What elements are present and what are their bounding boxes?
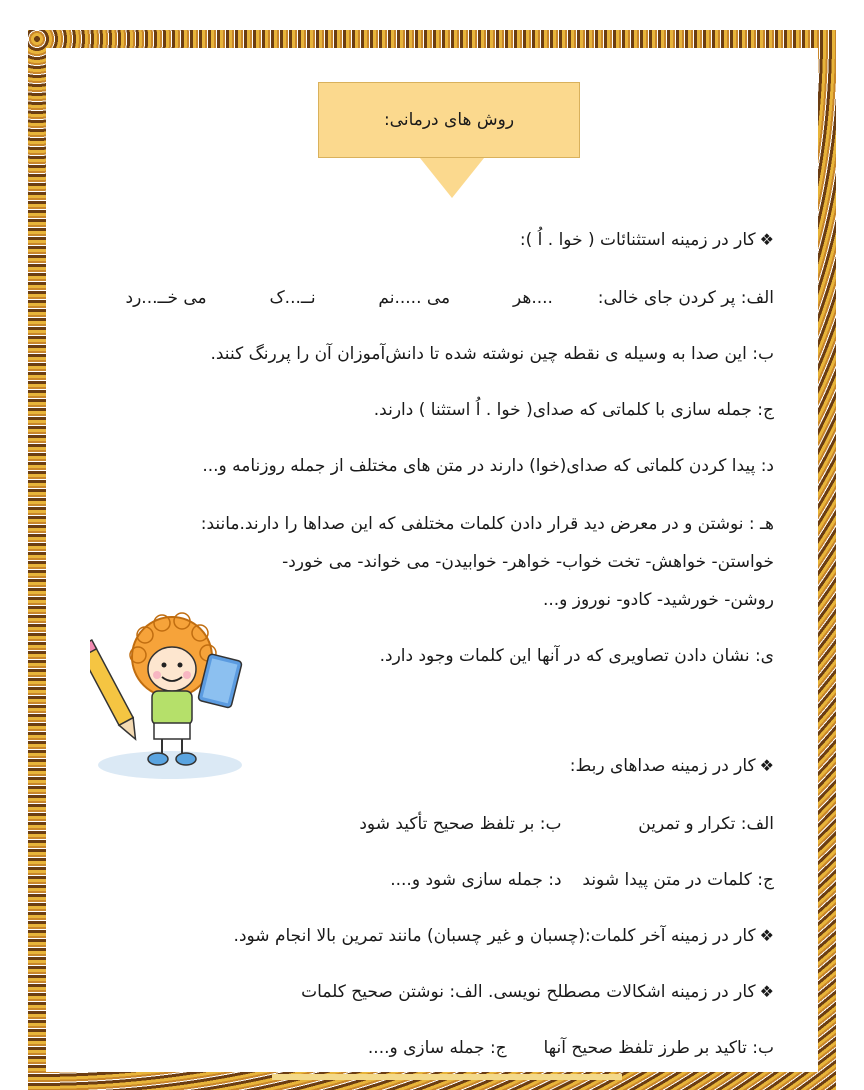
kid-with-pencil-and-book-illustration — [90, 605, 250, 780]
exceptions-dal: د: پیدا کردن کلماتی که صدای(خوا) دارند در متن های مختلف از جمله روزنامه و... — [202, 456, 774, 476]
spelling-be: ب: تاکید بر طرز تلفظ صحیح آنها — [543, 1038, 774, 1058]
page-title: روش های درمانی: — [383, 110, 515, 130]
blank-word: می خــ...رد — [125, 288, 207, 308]
alef-label: الف: پر کردن جای خالی: — [597, 288, 774, 308]
next-callout-edge — [272, 1074, 622, 1080]
endings-heading: کار در زمینه آخر کلمات:(چسبان و غیر چسبان) مانند تمرین بالا انجام شود. — [233, 926, 756, 946]
exceptions-he-1: هـ : نوشتن و در معرض دید قرار دادن کلمات مختلفی که این صداها را دارند.مانند: — [200, 514, 774, 534]
linking-alef: الف: تکرار و تمرین — [638, 814, 774, 834]
linking-alef-be-line — [359, 812, 774, 836]
spelling-heading-line — [301, 980, 774, 1004]
bullet-icon: ❖ — [759, 756, 774, 775]
blank-word: می .....نم — [378, 288, 451, 308]
linking-dal: د: جمله سازی شود و.... — [390, 870, 562, 890]
exceptions-ye: ی: نشان دادن تصاویری که در آنها این کلمات وجود دارد. — [379, 646, 774, 666]
spelling-heading: کار در زمینه اشکالات مصطلح نویسی. الف: نوشتن صحیح کلمات — [301, 982, 756, 1002]
exceptions-he-2: خواستن- خواهش- تخت خواب- خواهر- خوابیدن- می خواند- می خورد- — [282, 552, 774, 572]
title-callout — [318, 82, 580, 158]
blank-word: نــ...ک — [269, 288, 316, 308]
bullet-icon: ❖ — [759, 230, 774, 249]
exceptions-be: ب: این صدا به وسیله ی نقطه چین نوشته شده تا دانش‌آموزان آن را پررنگ کنند. — [210, 344, 774, 364]
spelling-be-jim-line — [368, 1036, 774, 1060]
endings-heading-line — [234, 924, 774, 948]
spelling-jim: ج: جمله سازی و.... — [367, 1038, 507, 1058]
callout-arrow-icon — [420, 158, 484, 198]
exceptions-he-3: روشن- خورشید- کادو- نوروز و... — [542, 590, 774, 610]
bullet-icon: ❖ — [759, 982, 774, 1001]
exceptions-jim: ج: جمله سازی با کلماتی که صدای( خوا . اُ استثنا ) دارند. — [373, 400, 774, 420]
exceptions-heading: کار در زمینه استثنائات ( خوا . اُ ): — [519, 230, 756, 250]
exceptions-alef-line — [126, 286, 774, 310]
bullet-icon: ❖ — [759, 926, 774, 945]
exceptions-heading-line — [520, 228, 774, 252]
linking-heading: کار در زمینه صداهای ربط: — [569, 756, 756, 776]
linking-be: ب: بر تلفظ صحیح تأکید شود — [359, 814, 562, 834]
blank-word: ....هر — [512, 288, 553, 308]
linking-jim: ج: کلمات در متن پیدا شوند — [582, 870, 774, 890]
linking-heading-line — [570, 754, 774, 778]
linking-jim-dal-line — [390, 868, 774, 892]
